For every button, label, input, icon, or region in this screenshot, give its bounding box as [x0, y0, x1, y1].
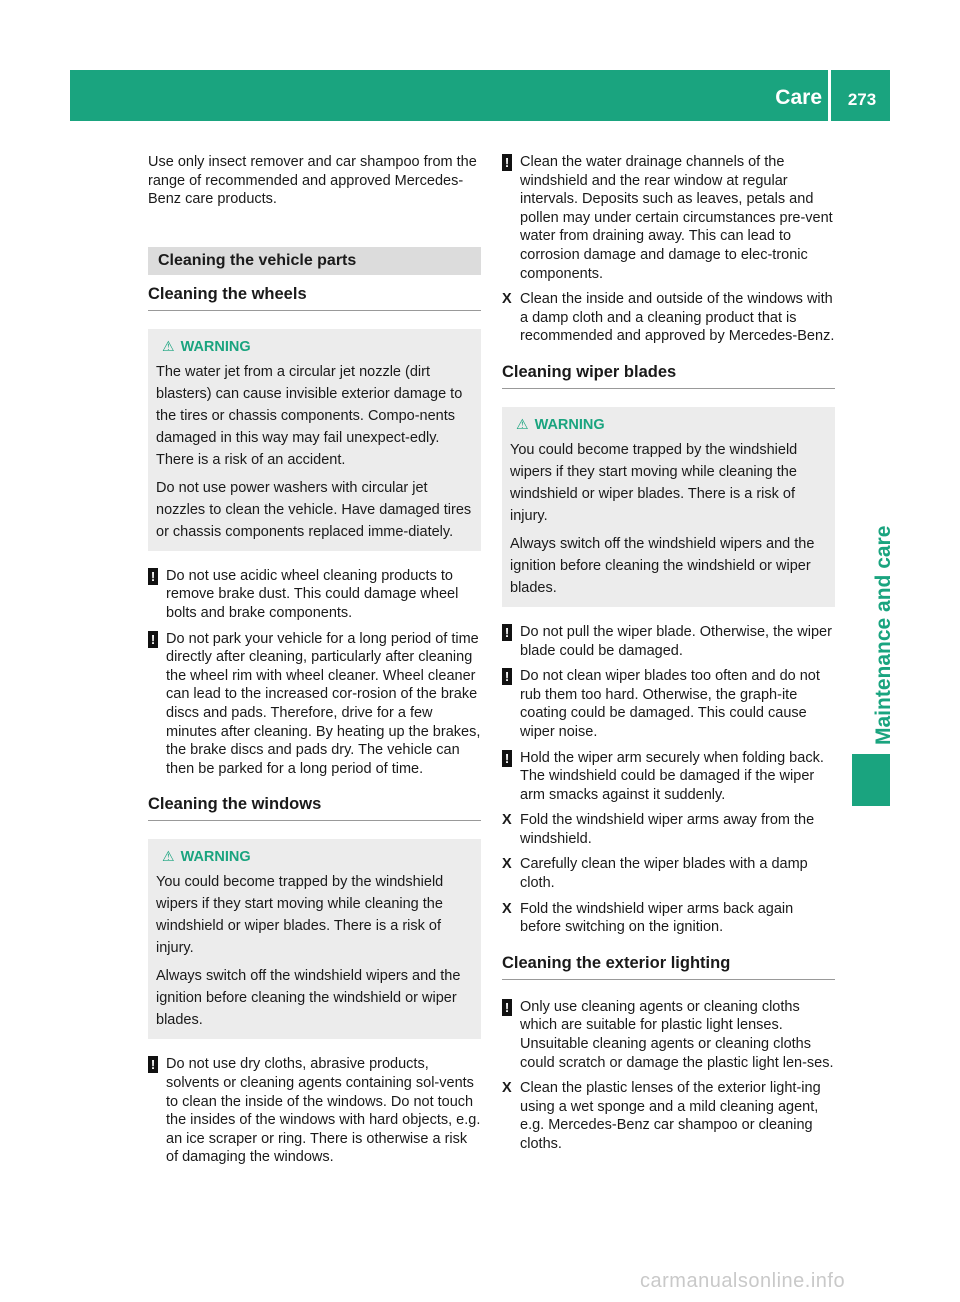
watermark: carmanualsonline.info — [640, 1270, 846, 1292]
step-arrow-icon: X — [502, 856, 512, 873]
caution-note — [502, 749, 835, 805]
warning-title: WARNING — [180, 338, 251, 355]
step-text: Clean the plastic lenses of the exterior light-ing using a wet sponge and a mild cleaning agent, e.g. Mercedes-Benz car shampoo or cleaning cloths. — [520, 1080, 821, 1152]
caution-icon: ! — [148, 1056, 158, 1073]
warning-title: WARNING — [180, 849, 251, 866]
step-item — [502, 1079, 835, 1153]
warning-triangle-icon: ⚠ — [516, 415, 529, 432]
warning-text: Always switch off the windshield wipers and the ignition before cleaning the windshield or wiper blades. — [156, 968, 461, 1029]
caution-icon: ! — [502, 624, 512, 641]
caution-note — [502, 667, 835, 741]
caution-text: Do not park your vehicle for a long period of time directly after cleaning, particularly after cleaning the wheel rim with wheel cleaner. Wheel cleaner can lead to the increased cor-rosion of the brake discs and pads. Therefore, drive for a few minutes after cleaning. By heating up the brakes, the brake discs and pads dry. The vehicle can then be parked for a long period of time. — [166, 630, 481, 777]
caution-text: Do not clean wiper blades too often and do not rub them too hard. Otherwise, the graph-ite coating could be damaged. This could cause wiper noise. — [520, 668, 820, 740]
side-tab-label: Maintenance and care — [872, 525, 895, 745]
step-item — [502, 811, 835, 848]
caution-text: Clean the water drainage channels of the windshield and the rear window at regular intervals. Deposits such as leaves, petals and pollen may under certain circumstances pre-vent water from draining away. This can lead to corrosion damage and damage to elec-tronic components. — [520, 154, 833, 282]
left-column — [148, 153, 481, 1174]
step-arrow-icon: X — [502, 1080, 512, 1097]
caution-note — [148, 567, 481, 623]
caution-text: Do not pull the wiper blade. Otherwise, the wiper blade could be damaged. — [520, 623, 832, 659]
warning-text: The water jet from a circular jet nozzle (dirt blasters) can cause invisible exterior damage to the tires or chassis components. Compo-nents damaged in this way may fail unexpect-edly. There is a risk of an accident. — [156, 363, 463, 468]
warning-triangle-icon: ⚠ — [162, 337, 175, 354]
caution-icon: ! — [148, 631, 158, 648]
side-tab-marker — [852, 754, 890, 806]
caution-icon: ! — [148, 568, 158, 585]
right-column — [502, 153, 835, 1161]
header-divider — [828, 70, 831, 121]
section-heading: Cleaning the vehicle parts — [148, 247, 481, 275]
warning-box-wheels — [148, 329, 481, 551]
caution-text: Do not use acidic wheel cleaning products to remove brake dust. This could damage wheel bolts and brake components. — [166, 567, 459, 621]
step-text: Fold the windshield wiper arms away from the windshield. — [520, 812, 815, 847]
step-text: Fold the windshield wiper arms back again before switching on the ignition. — [520, 900, 794, 936]
chapter-title: Care — [775, 86, 822, 109]
warning-title: WARNING — [534, 416, 605, 433]
heading-cleaning-windows: Cleaning the windows — [148, 795, 481, 821]
step-arrow-icon: X — [502, 812, 512, 829]
warning-text: Do not use power washers with circular jet nozzles to clean the vehicle. Have damaged tires or chassis components replaced imme-diately. — [156, 479, 472, 540]
caution-icon: ! — [502, 154, 512, 171]
step-arrow-icon: X — [502, 900, 512, 917]
step-text: Carefully clean the wiper blades with a damp cloth. — [520, 856, 808, 892]
step-item — [502, 900, 835, 937]
caution-icon: ! — [502, 999, 512, 1016]
warning-text: Always switch off the windshield wipers and the ignition before cleaning the windshield or wiper blades. — [510, 535, 815, 596]
step-arrow-icon: X — [502, 291, 512, 308]
warning-box-wipers — [502, 407, 835, 607]
warning-box-windows — [148, 839, 481, 1039]
caution-note — [502, 153, 835, 283]
caution-icon: ! — [502, 668, 512, 685]
page-header — [70, 70, 890, 121]
caution-text: Hold the wiper arm securely when folding back. The windshield could be damaged if the wiper arm smacks against it suddenly. — [520, 749, 824, 803]
page-number: 273 — [847, 90, 877, 109]
caution-note — [502, 998, 835, 1072]
heading-cleaning-exterior-lighting: Cleaning the exterior lighting — [502, 954, 835, 980]
caution-note — [502, 623, 835, 660]
warning-triangle-icon: ⚠ — [162, 848, 175, 865]
intro-text: Use only insect remover and car shampoo from the range of recommended and approved Mercedes-Benz care products. — [148, 154, 477, 208]
caution-text: Do not use dry cloths, abrasive products, solvents or cleaning agents containing sol-vents to clean the inside of the windows. Do not touch the insides of the windows with hard objects, e.g. an ice scraper or ring. There is otherwise a risk of damaging the windows. — [166, 1056, 481, 1166]
step-text: Clean the inside and outside of the windows with a damp cloth and a cleaning product that is recommended and approved by Mercedes-Benz. — [520, 291, 835, 345]
warning-text: You could become trapped by the windshield wipers if they start moving while cleaning the windshield or wiper blades. There is a risk of injury. — [510, 441, 798, 524]
caution-text: Only use cleaning agents or cleaning cloths which are suitable for plastic light lenses. Unsuitable cleaning agents or cleaning cloths could scratch or damage the plastic light len-ses. — [520, 998, 834, 1071]
heading-cleaning-wiper-blades: Cleaning wiper blades — [502, 363, 835, 389]
caution-note — [148, 1055, 481, 1167]
caution-icon: ! — [502, 750, 512, 767]
step-item — [502, 855, 835, 892]
step-item — [502, 290, 835, 346]
caution-note — [148, 630, 481, 779]
warning-text: You could become trapped by the windshield wipers if they start moving while cleaning the windshield or wiper blades. There is a risk of injury. — [156, 874, 444, 957]
heading-cleaning-wheels: Cleaning the wheels — [148, 285, 481, 311]
